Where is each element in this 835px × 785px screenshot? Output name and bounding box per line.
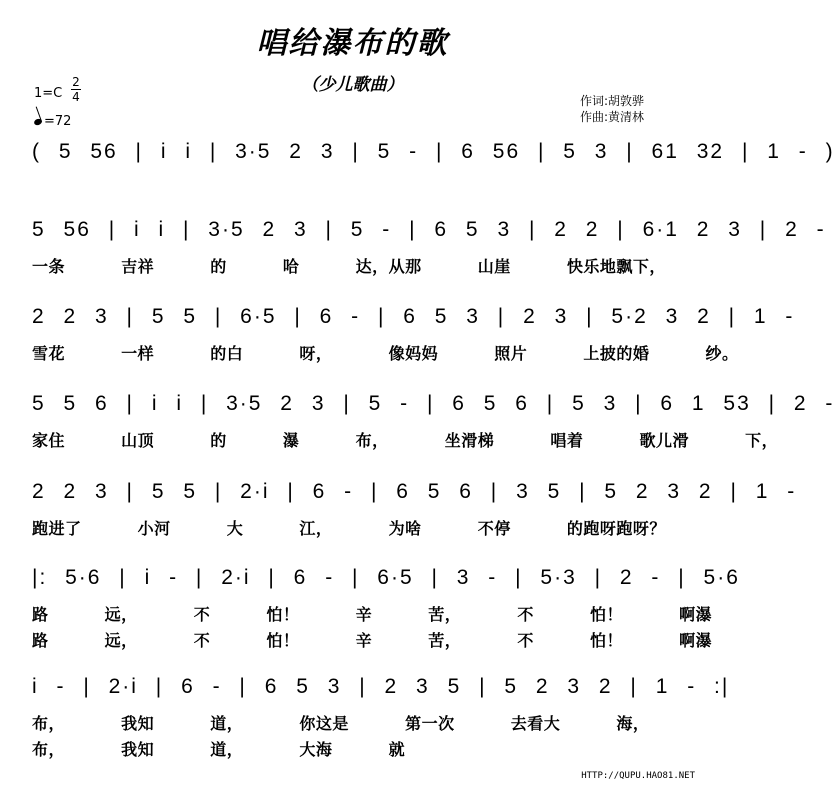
key-signature: 1=C: [34, 86, 63, 101]
lyric-line: 布， 我知 道， 你这是 第一次 去看大 海，: [32, 714, 650, 733]
quarter-note-icon: [33, 117, 43, 125]
notation-line: i - | 2·i | 6 - | 6 5 3 | 2 3 5 | 5 2 3 2 | 1 - :|: [32, 675, 730, 698]
lyric-line: 路 远， 不 怕！ 辛 苦， 不 怕！ 啊瀑: [32, 631, 713, 650]
notation-line: ( 5 56 | i i | 3·5 2 3 | 5 - | 6 56 | 5 3 | 61 32 | 1 - ): [32, 140, 835, 163]
lyric-line: 布， 我知 道， 大海 就: [32, 740, 406, 759]
lyric-line: 一条 吉祥 的 哈 达，从那 山崖 快乐地飘下，: [32, 257, 666, 276]
notation-line: 2 2 3 | 5 5 | 6·5 | 6 - | 6 5 3 | 2 3 | 5·2 3 2 | 1 -: [32, 305, 795, 328]
lyric-line: 家住 山顶 的 瀑 布， 坐滑梯 唱着 歌儿滑 下，: [32, 431, 779, 450]
time-sig-bottom: 4: [72, 90, 80, 104]
lyric-line: 路 远， 不 怕！ 辛 苦， 不 怕！ 啊瀑: [32, 605, 713, 624]
notation-line: 2 2 3 | 5 5 | 2·i | 6 - | 6 5 6 | 3 5 | 5 2 3 2 | 1 -: [32, 480, 797, 503]
source-url: HTTP://QUPU.HAO81.NET: [581, 771, 695, 781]
lyric-line: 雪花 一样 的白 呀， 像妈妈 照片 上披的婚 纱。: [32, 344, 739, 363]
notation-line: |: 5·6 | i - | 2·i | 6 - | 6·5 | 3 - | 5·3 | 2 - | 5·6: [32, 566, 740, 589]
tempo-marking: [34, 114, 71, 129]
lyricist-credit: 作词:胡敦骅: [580, 94, 645, 108]
notation-line: 5 5 6 | i i | 3·5 2 3 | 5 - | 6 5 6 | 5 3 | 6 1 53 | 2 -: [32, 392, 835, 415]
song-title: 唱给瀑布的歌: [256, 26, 449, 61]
composer-credit: 作曲:黄清林: [580, 110, 645, 124]
tempo-value: =72: [44, 114, 72, 129]
notation-line: 5 56 | i i | 3·5 2 3 | 5 - | 6 5 3 | 2 2 | 6·1 2 3 | 2 -: [32, 218, 826, 241]
time-sig-top: 2: [72, 75, 80, 89]
time-signature: [71, 76, 81, 103]
song-subtitle: （少儿歌曲）: [301, 75, 404, 95]
lyric-line: 跑进了 小河 大 江， 为啥 不停 的跑呀跑呀？: [32, 519, 666, 538]
